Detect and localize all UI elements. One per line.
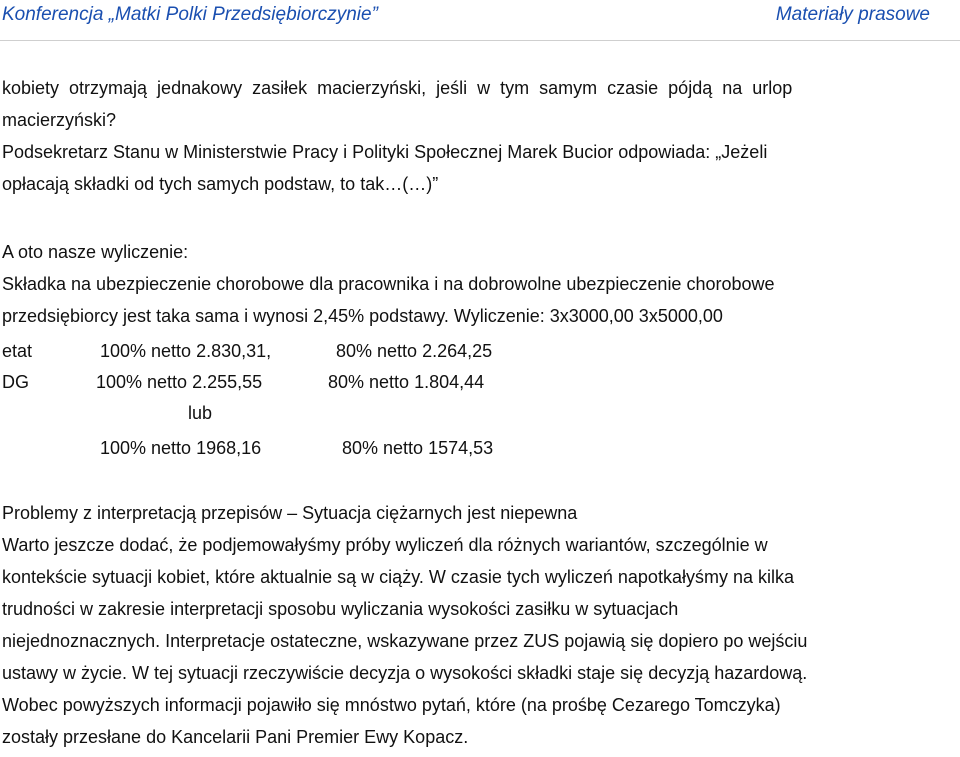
problems-line: Warto jeszcze dodać, że podjemowałyśmy próby wyliczeń dla różnych wariantów, szczególnie w [2,535,768,555]
row-value-100: 100% netto 2.255,55 [96,372,263,392]
row-value-80: 80% netto 1.804,44 [328,372,485,392]
intro-line-1: kobiety otrzymają jednakowy zasiłek macierzyński, jeśli w tym samym czasie pójdą na urlop [2,78,793,98]
intro-paragraph [2,72,954,200]
page-header [0,0,960,38]
problems-line: ustawy w życie. W tej sytuacji rzeczywiście decyzja o wysokości składki staje się decyzją hazardową. [2,663,808,683]
problems-line: trudności w zakresie interpretacji sposobu wyliczania wysokości zasiłku w sytuacjach [2,599,679,619]
row-value-80: 80% netto 2.264,25 [336,341,493,361]
or-label: lub [188,403,213,423]
calc-alt-row [2,434,602,463]
calculation-line-2: przedsiębiorcy jest taka sama i wynosi 2,45% podstawy. Wyliczenie: 3x3000,00 3x5000,00 [2,306,723,326]
problems-line: Wobec powyższych informacji pojawiło się mnóstwo pytań, które (na prośbę Cezarego Tomczyka) [2,695,781,715]
row-label: etat [2,341,33,361]
problems-line: niejednoznacznych. Interpretacje ostateczne, wskazywane przez ZUS pojawią się dopiero po wejściu [2,631,808,651]
alt-value-100: 100% netto 1968,16 [100,438,262,458]
problems-heading: Problemy z interpretacją przepisów – Sytuacja ciężarnych jest niepewna [2,503,578,523]
problems-section [2,497,954,753]
problems-line: zostały przesłane do Kancelarii Pani Premier Ewy Kopacz. [2,727,469,747]
calc-or-row [2,399,602,428]
calculation-heading: A oto nasze wyliczenie: [2,242,189,262]
problems-line: kontekście sytuacji kobiet, które aktualnie są w ciąży. W czasie tych wyliczeń napotkałyśmy na kilka [2,567,794,587]
conference-title: Konferencja „Matki Polki Przedsiębiorczynie” [2,4,378,25]
header-divider [0,40,960,41]
intro-line-4: opłacają składki od tych samych podstaw, to tak…(…)” [2,174,439,194]
alt-value-80: 80% netto 1574,53 [342,438,494,458]
calculation-table [2,337,602,463]
intro-line-3: Podsekretarz Stanu w Ministerstwie Pracy i Polityki Społecznej Marek Bucior odpowiada: „Jeżeli [2,142,768,162]
row-label: DG [2,372,29,392]
calc-row-dg [2,368,602,397]
intro-line-2: macierzyński? [2,110,117,130]
press-materials-label: Materiały prasowe [775,4,930,25]
row-value-100: 100% netto 2.830,31, [100,341,272,361]
calc-row-etat [2,337,602,366]
calculation-section [2,236,954,332]
calculation-line-1: Składka na ubezpieczenie chorobowe dla pracownika i na dobrowolne ubezpieczenie chorobowe [2,274,775,294]
